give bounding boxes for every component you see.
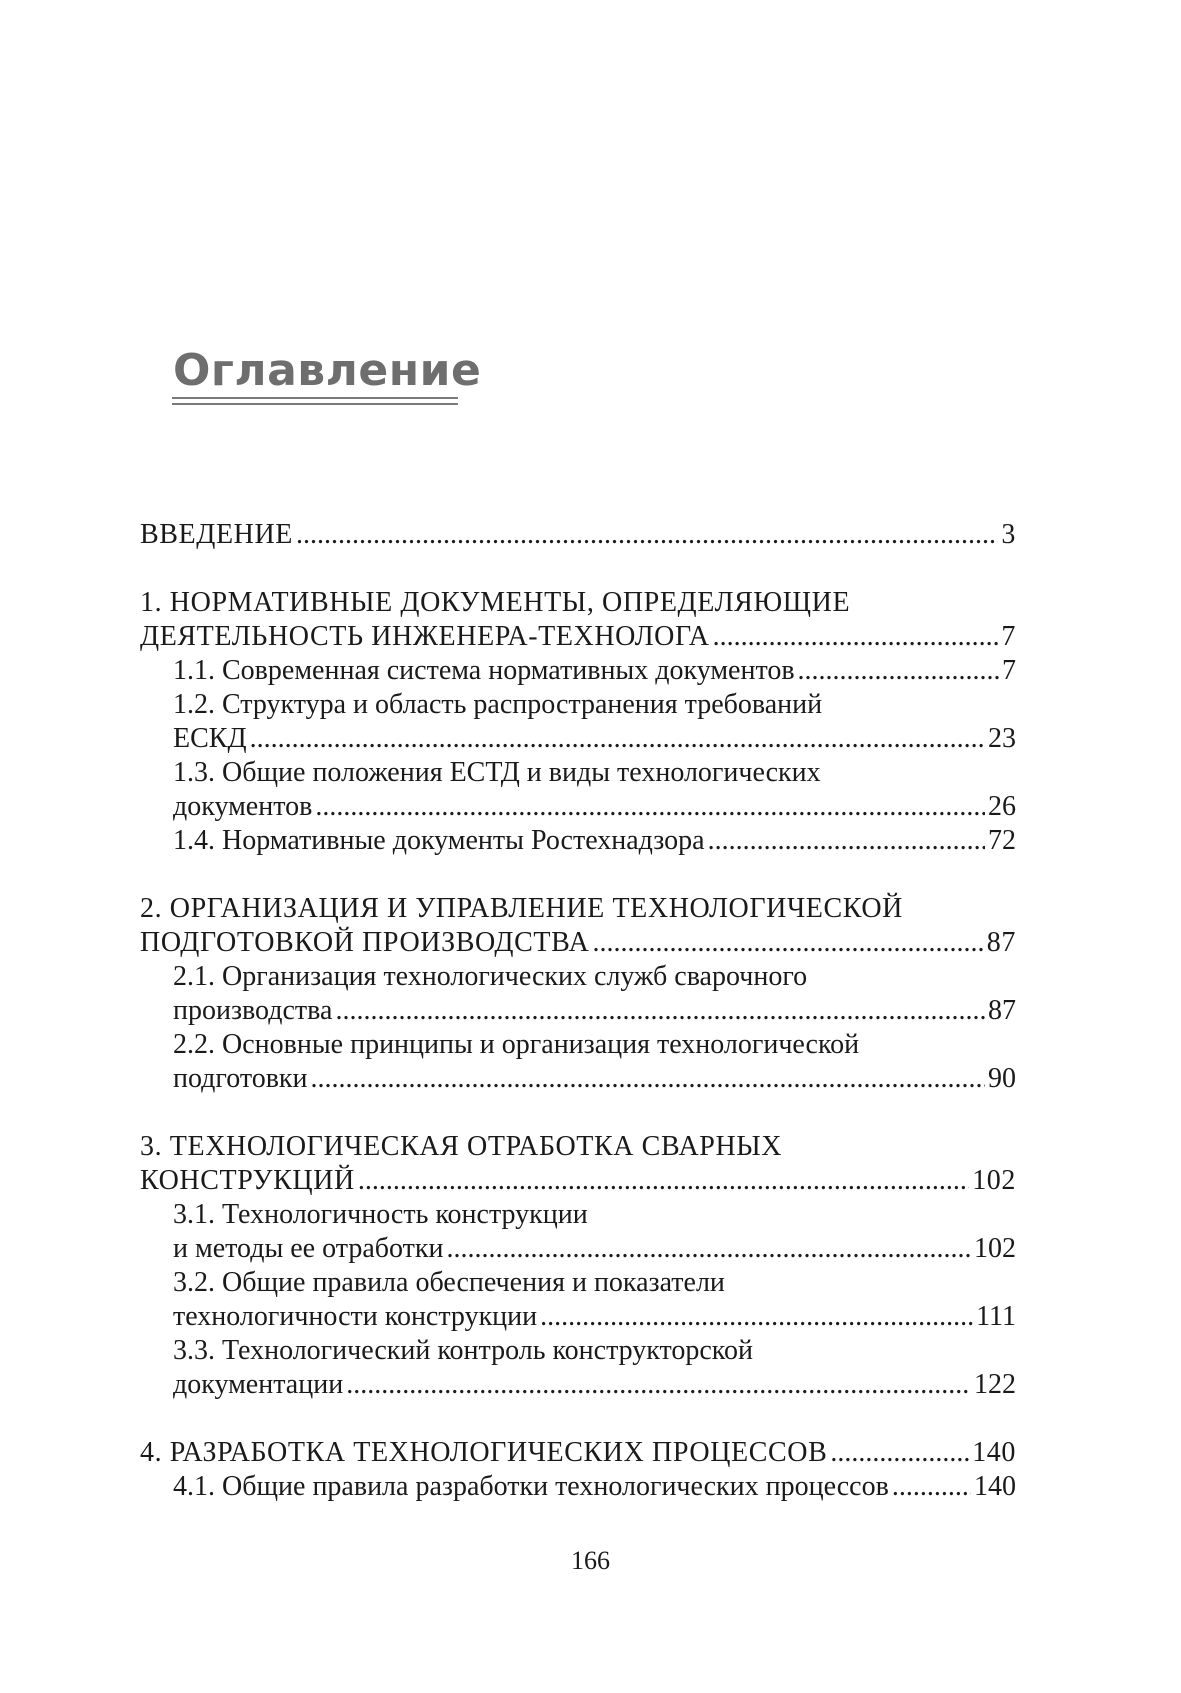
toc-page-number: 102: [974, 1233, 1016, 1264]
toc-entry-title-cont: ДЕЯТЕЛЬНОСТЬ ИНЖЕНЕРА-ТЕХНОЛОГА: [140, 621, 710, 652]
toc-entry-section-4-1[interactable]: [173, 1470, 1016, 1504]
toc-entry-title: 4.1. Общие правила разработки технологических процессов: [173, 1471, 889, 1502]
toc-entry-chapter-3[interactable]: [140, 1130, 1016, 1198]
toc-page-number: 3: [1001, 519, 1016, 550]
dot-leader: [592, 926, 983, 960]
toc-entry-title-cont: документов: [173, 791, 313, 822]
toc-entry-title: 3.3. Технологический контроль конструкторской: [173, 1335, 753, 1366]
toc-entry-section-2-1[interactable]: [173, 960, 1016, 1028]
toc-entry-title-cont: и методы ее отработки: [173, 1233, 444, 1264]
toc-entry-title-cont: КОНСТРУКЦИЙ: [140, 1165, 355, 1196]
toc-entry-title: 4. РАЗРАБОТКА ТЕХНОЛОГИЧЕСКИХ ПРОЦЕССОВ: [140, 1437, 828, 1468]
dot-leader: [830, 1436, 969, 1470]
toc-page-number: 90: [988, 1063, 1016, 1094]
toc-page-number: 23: [988, 723, 1016, 754]
toc-entry-title: 1. НОРМАТИВНЫЕ ДОКУМЕНТЫ, ОПРЕДЕЛЯЮЩИЕ: [140, 587, 851, 618]
toc-entry-chapter-1[interactable]: [140, 586, 1016, 654]
toc-entry-title-cont: подготовки: [173, 1063, 308, 1094]
toc-entry-title: 2. ОРГАНИЗАЦИЯ И УПРАВЛЕНИЕ ТЕХНОЛОГИЧЕСКОЙ: [140, 893, 903, 924]
toc-entry-chapter-2[interactable]: [140, 892, 1016, 960]
toc-entry-section-3-3[interactable]: [173, 1334, 1016, 1402]
toc-page-number: 87: [986, 927, 1016, 958]
page-number: 166: [571, 1546, 610, 1575]
table-of-contents: [140, 518, 1016, 1504]
toc-entry-section-1-4[interactable]: [173, 824, 1016, 858]
dot-leader: [446, 1232, 971, 1266]
toc-entry-section-2-2[interactable]: [173, 1028, 1016, 1096]
dot-leader: [713, 620, 999, 654]
dot-leader: [358, 1164, 969, 1198]
toc-entry-title: 3.2. Общие правила обеспечения и показатели: [173, 1267, 725, 1298]
toc-entry-section-3-2[interactable]: [173, 1266, 1016, 1334]
toc-entry-title: 1.2. Структура и область распространения требований: [173, 689, 823, 720]
toc-entry-title-cont: документации: [173, 1369, 344, 1400]
title-underline: [172, 397, 458, 399]
toc-entry-title-cont: технологичности конструкции: [173, 1301, 538, 1332]
toc-page-number: 111: [976, 1301, 1016, 1332]
toc-entry-title: 2.1. Организация технологических служб сварочного: [173, 961, 808, 992]
toc-page-number: 87: [988, 995, 1016, 1026]
toc-entry-section-1-2[interactable]: [173, 688, 1016, 756]
dot-leader: [296, 518, 998, 552]
toc-entry-title: 3. ТЕХНОЛОГИЧЕСКАЯ ОТРАБОТКА СВАРНЫХ: [140, 1131, 783, 1162]
toc-entry-title: 1.1. Современная система нормативных документов: [173, 655, 795, 686]
toc-entry-title: 2.2. Основные принципы и организация технологической: [173, 1029, 860, 1060]
toc-entry-section-1-3[interactable]: [173, 756, 1016, 824]
toc-page-number: 7: [1001, 621, 1016, 652]
dot-leader: [798, 654, 999, 688]
toc-entry-title: 1.4. Нормативные документы Ростехнадзора: [173, 825, 705, 856]
toc-entry-title: ВВЕДЕНИЕ: [140, 519, 294, 550]
toc-page-number: 26: [988, 791, 1016, 822]
dot-leader: [315, 790, 985, 824]
dot-leader: [540, 1300, 973, 1334]
title-underline: [172, 403, 458, 405]
toc-entry-title-cont: производства: [173, 995, 333, 1026]
toc-entry-title-cont: ПОДГОТОВКОЙ ПРОИЗВОДСТВА: [140, 927, 590, 958]
dot-leader: [311, 1062, 985, 1096]
toc-page-number: 122: [974, 1369, 1016, 1400]
dot-leader: [250, 722, 985, 756]
toc-page-number: 140: [972, 1437, 1016, 1468]
dot-leader: [892, 1470, 971, 1504]
dot-leader: [708, 824, 985, 858]
toc-page-number: 7: [1002, 655, 1016, 686]
dot-leader: [335, 994, 985, 1028]
toc-entry-title-cont: ЕСКД: [173, 723, 247, 754]
dot-leader: [346, 1368, 971, 1402]
toc-entry-section-3-1[interactable]: [173, 1198, 1016, 1266]
toc-entry-intro[interactable]: [140, 518, 1016, 552]
toc-entry-chapter-4[interactable]: [140, 1436, 1016, 1470]
toc-page-number: 72: [988, 825, 1016, 856]
toc-page-number: 102: [972, 1165, 1016, 1196]
toc-page-number: 140: [974, 1471, 1016, 1502]
toc-entry-title: 3.1. Технологичность конструкции: [173, 1199, 588, 1230]
toc-entry-title: 1.3. Общие положения ЕСТД и виды технологических: [173, 757, 821, 788]
page-title: Оглавление: [173, 345, 482, 396]
toc-entry-section-1-1[interactable]: [173, 654, 1016, 688]
